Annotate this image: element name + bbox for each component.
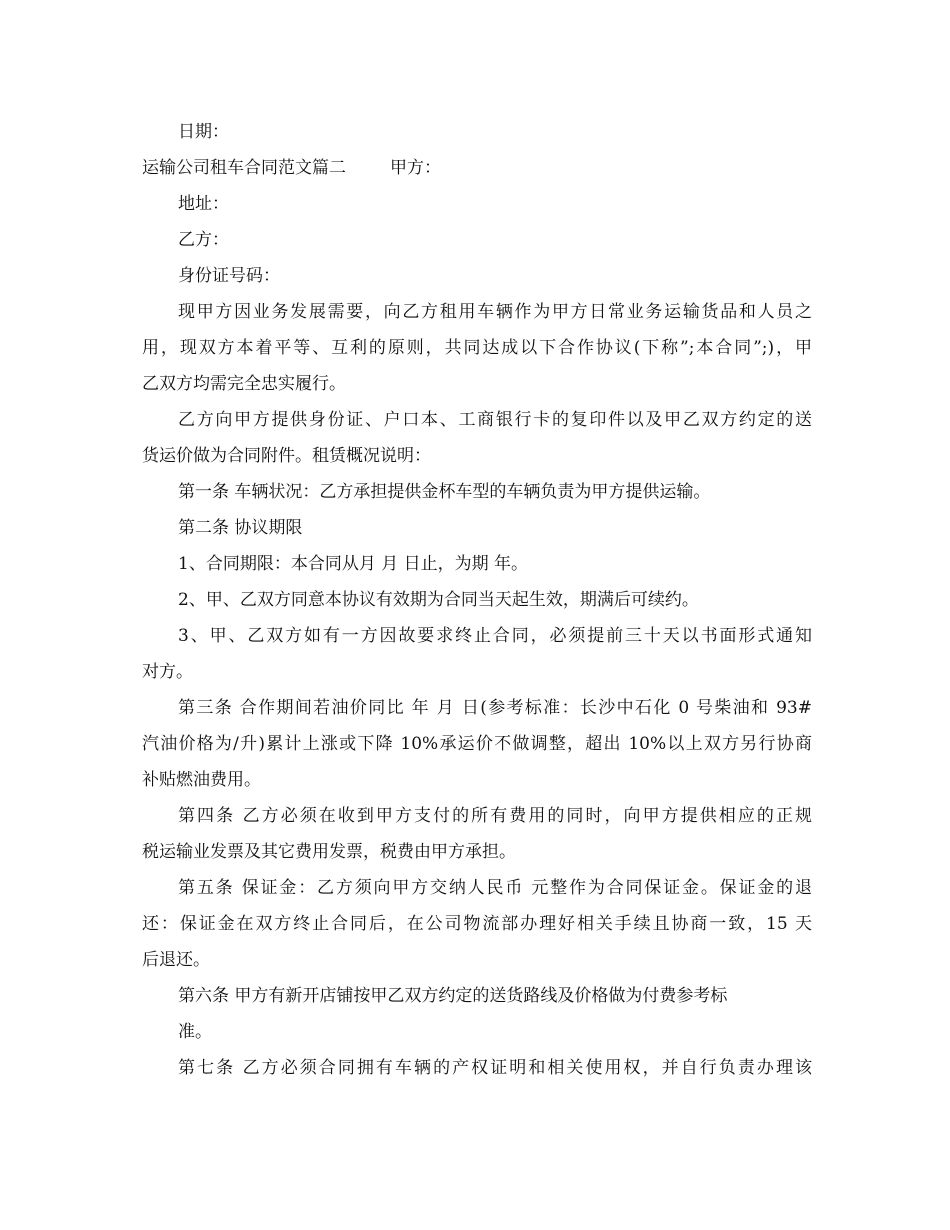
article-2-item-1: 1、合同期限：本合同从月 月 日止，为期 年。 xyxy=(178,554,529,574)
article-4-line: 第四条 乙方必须在收到甲方支付的所有费用的同时，向甲方提供相应的正规 xyxy=(178,806,812,826)
article-1-line: 第一条 车辆状况：乙方承担提供金杯车型的车辆负责为甲方提供运输。 xyxy=(178,482,711,502)
article-3-line: 补贴燃油费用。 xyxy=(142,770,261,790)
article-6-line: 准。 xyxy=(178,1022,212,1042)
paragraph-line: 现甲方因业务发展需要，向乙方租用车辆作为甲方日常业务运输货品和人员之 xyxy=(178,302,812,322)
date-line: 日期： xyxy=(178,122,229,142)
title-gap xyxy=(346,150,390,186)
article-4-line: 税运输业发票及其它费用发票，税费由甲方承担。 xyxy=(142,842,516,862)
paragraph-line: 乙双方均需完全忠实履行。 xyxy=(142,374,346,394)
article-3-line: 汽油价格为/升)累计上涨或下降 10%承运价不做调整，超出 10%以上双方另行协商 xyxy=(142,734,812,754)
title-row xyxy=(142,150,812,186)
paragraph-line: 货运价做为合同附件。租赁概况说明： xyxy=(142,446,431,466)
article-3-line: 第三条 合作期间若油价同比 年 月 日(参考标准：长沙中石化 0 号柴油和 93# xyxy=(178,698,812,718)
article-2-heading: 第二条 协议期限 xyxy=(178,518,303,538)
party-b-line: 乙方： xyxy=(178,230,229,250)
article-5-line: 后退还。 xyxy=(142,950,210,970)
article-7-line: 第七条 乙方必须合同拥有车辆的产权证明和相关使用权，并自行负责办理该 xyxy=(178,1058,812,1078)
document-title: 运输公司租车合同范文篇二 xyxy=(142,158,346,178)
address-line: 地址： xyxy=(178,194,229,214)
article-2-item-3-cont: 对方。 xyxy=(142,662,193,682)
article-5-line: 第五条 保证金：乙方须向甲方交纳人民币 元整作为合同保证金。保证金的退 xyxy=(178,878,812,898)
contract-page xyxy=(142,114,812,1086)
article-2-item-2: 2、甲、乙双方同意本协议有效期为合同当天起生效，期满后可续约。 xyxy=(178,590,699,610)
article-2-item-3: 3、甲、乙双方如有一方因故要求终止合同，必须提前三十天以书面形式通知 xyxy=(178,626,812,646)
article-5-line: 还：保证金在双方终止合同后，在公司物流部办理好相关手续且协商一致，15 天 xyxy=(142,914,812,934)
paragraph-line: 乙方向甲方提供身份证、户口本、工商银行卡的复印件以及甲乙双方约定的送 xyxy=(178,410,812,430)
id-number-line: 身份证号码： xyxy=(178,266,280,286)
party-a-line: 甲方： xyxy=(390,158,441,178)
paragraph-line: 用，现双方本着平等、互利的原则，共同达成以下合作协议(下称”;本合同”;)，甲 xyxy=(142,338,812,358)
article-6-line: 第六条 甲方有新开店铺按甲乙双方约定的送货路线及价格做为付费参考标 xyxy=(178,986,728,1006)
